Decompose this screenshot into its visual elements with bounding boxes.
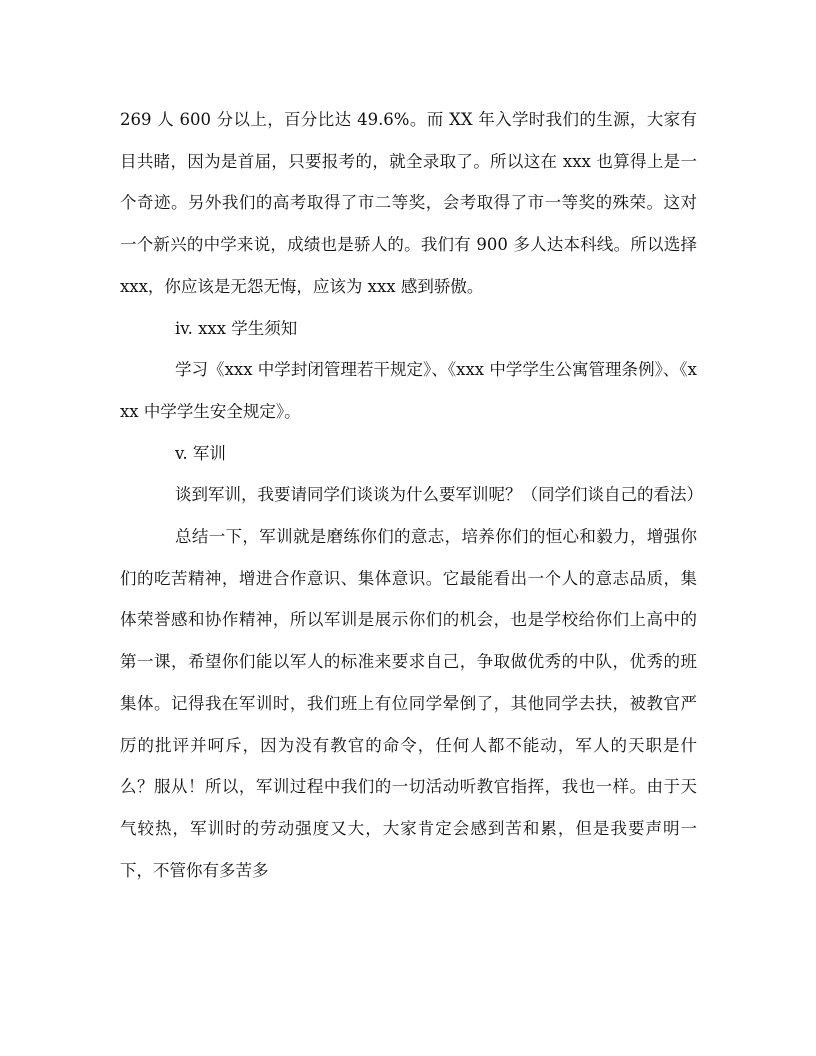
paragraph-training-question: 谈到军训，我要请同学们谈谈为什么要军训呢？（同学们谈自己的看法） — [175, 485, 703, 505]
paragraph-regulations: 学习《xxx 中学封闭管理若干规定》、《xxx 中学学生公寓管理条例》、《xxx 中学学生安全规定》。 — [120, 360, 697, 421]
paragraph-admission-results: 269 人 600 分以上，百分比达 49.6%。而 XX 年入学时我们的生源，大家有目共睹，因为是首届，只要报考的，就全录取了。所以这在 xxx 也算得上是一个奇迹。另外我们的高考取得了市二等奖，会考取得了市一等奖的殊荣。这对一个新兴的中学来说，成绩也是骄人的。我们有 900 多人达本科线。所以选择 xxx，你应该是无怨无悔，应该为 xxx 感到骄傲。 — [120, 110, 697, 296]
document-body — [120, 99, 703, 891]
paragraph-training-summary: 总结一下，军训就是磨练你们的意志，培养你们的恒心和毅力，增强你们的吃苦精神，增进合作意识、集体意识。它最能看出一个人的意志品质，集体荣誉感和协作精神，所以军训是展示你们的机会，也是学校给你们上高中的第一课，希望你们能以军人的标准来要求自己，争取做优秀的中队，优秀的班集体。记得我在军训时，我们班上有位同学晕倒了，其他同学去扶，被教官严厉的批评并呵斥，因为没有教官的命令，任何人都不能动，军人的天职是什么？服从！所以，军训过程中我们的一切活动听教官指挥，我也一样。由于天气较热，军训时的劳动强度又大，大家肯定会感到苦和累，但是我要声明一下，不管你有多苦多 — [120, 527, 697, 880]
section-heading-military-training: v. 军训 — [175, 443, 226, 463]
section-heading-student-notice: iv. xxx 学生须知 — [175, 318, 298, 338]
